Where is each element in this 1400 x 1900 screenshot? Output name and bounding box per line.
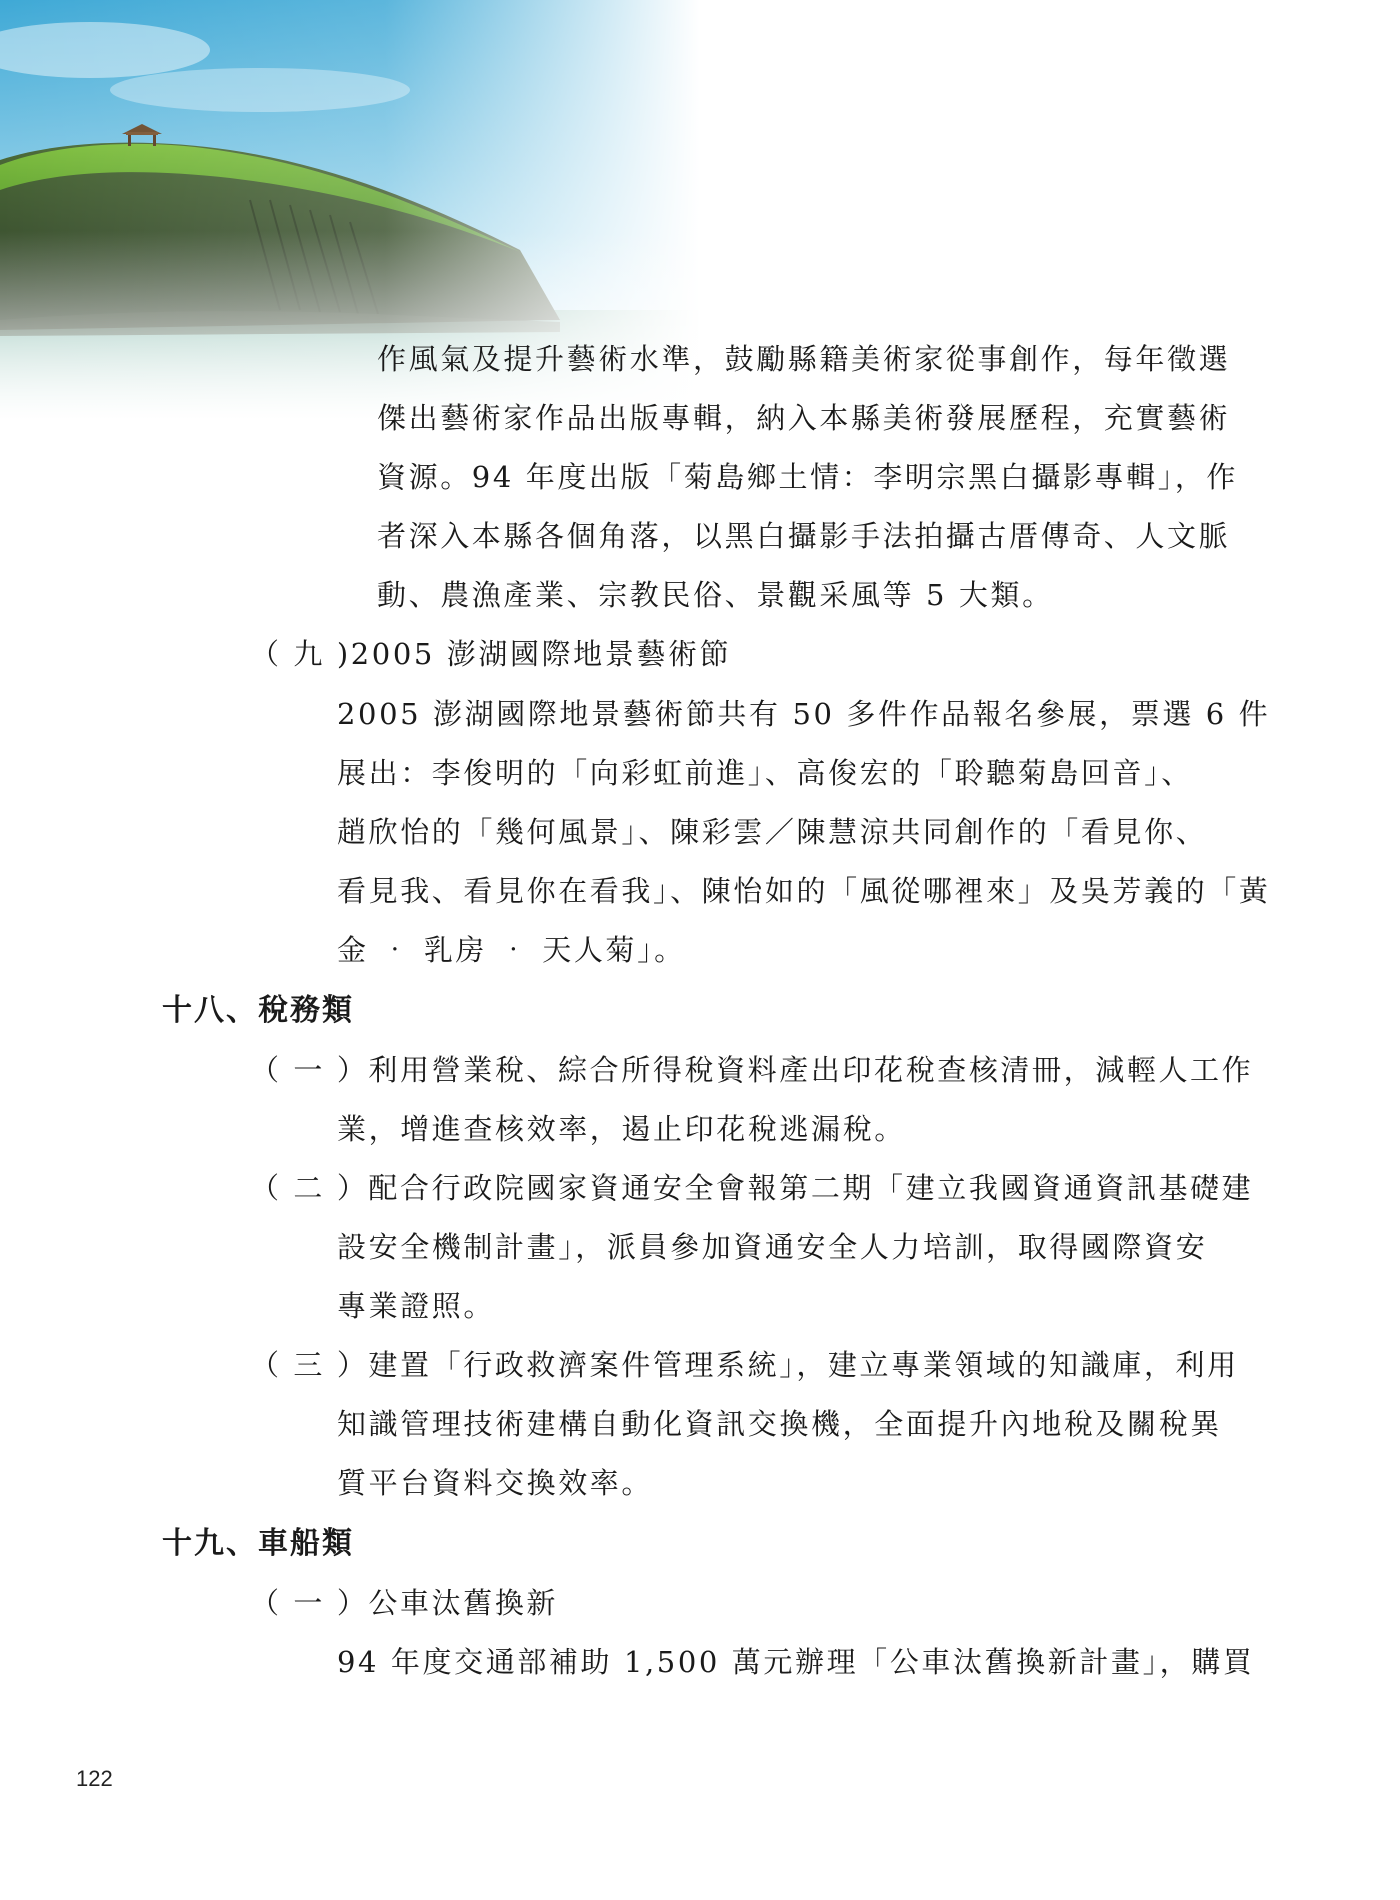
item-line: 業，增進查核效率，遏止印花稅逃漏稅。 (337, 1112, 906, 1146)
page-number: 122 (76, 1766, 113, 1791)
paragraph-line: 看見我、看見你在看我」、陳怡如的「風從哪裡來」及吳芳義的「黃 (337, 874, 1271, 908)
section-heading: 十九、車船類 (162, 1526, 354, 1561)
paragraph-line: 資源。94 年度出版「菊島鄉土情：李明宗黑白攝影專輯」，作 (377, 460, 1239, 494)
item-line: 94 年度交通部補助 1,500 萬元辦理「公車汰舊換新計畫」，購買 (337, 1645, 1255, 1679)
item-line: （ 一 ）利用營業稅、綜合所得稅資料產出印花稅查核清冊，減輕人工作 (250, 1053, 1254, 1087)
paragraph-line: 趙欣怡的「幾何風景」、陳彩雲／陳慧涼共同創作的「看見你、 (337, 815, 1208, 849)
paragraph-line: 展出：李俊明的「向彩虹前進」、高俊宏的「聆聽菊島回音」、 (337, 756, 1193, 790)
item-line: 設安全機制計畫」，派員參加資通安全人力培訓，取得國際資安 (337, 1230, 1208, 1264)
paragraph-line: 金 ‧ 乳房 ‧ 天人菊」。 (337, 933, 686, 967)
paragraph-line: 作風氣及提升藝術水準，鼓勵縣籍美術家從事創作，每年徵選 (377, 342, 1231, 376)
item-title: （ 九 )2005 澎湖國際地景藝術節 (250, 637, 732, 671)
item-line: （ 二 ）配合行政院國家資通安全會報第二期「建立我國資通資訊基礎建 (250, 1171, 1254, 1205)
item-line: （ 三 ）建置「行政救濟案件管理系統」，建立專業領域的知識庫，利用 (250, 1348, 1239, 1382)
paragraph-line: 動、農漁產業、宗教民俗、景觀采風等 5 大類。 (377, 578, 1054, 612)
paragraph-line: 2005 澎湖國際地景藝術節共有 50 多件作品報名參展，票選 6 件 (337, 697, 1271, 731)
item-line: 質平台資料交換效率。 (337, 1466, 654, 1500)
item-line: 專業證照。 (337, 1289, 496, 1323)
paragraph-line: 傑出藝術家作品出版專輯，納入本縣美術發展歷程，充實藝術 (377, 401, 1231, 435)
item-title: （ 一 ）公車汰舊換新 (250, 1586, 559, 1620)
paragraph-line: 者深入本縣各個角落，以黑白攝影手法拍攝古厝傳奇、人文脈 (377, 519, 1231, 553)
section-heading: 十八、稅務類 (162, 993, 354, 1028)
item-line: 知識管理技術建構自動化資訊交換機，全面提升內地稅及關稅異 (337, 1407, 1222, 1441)
